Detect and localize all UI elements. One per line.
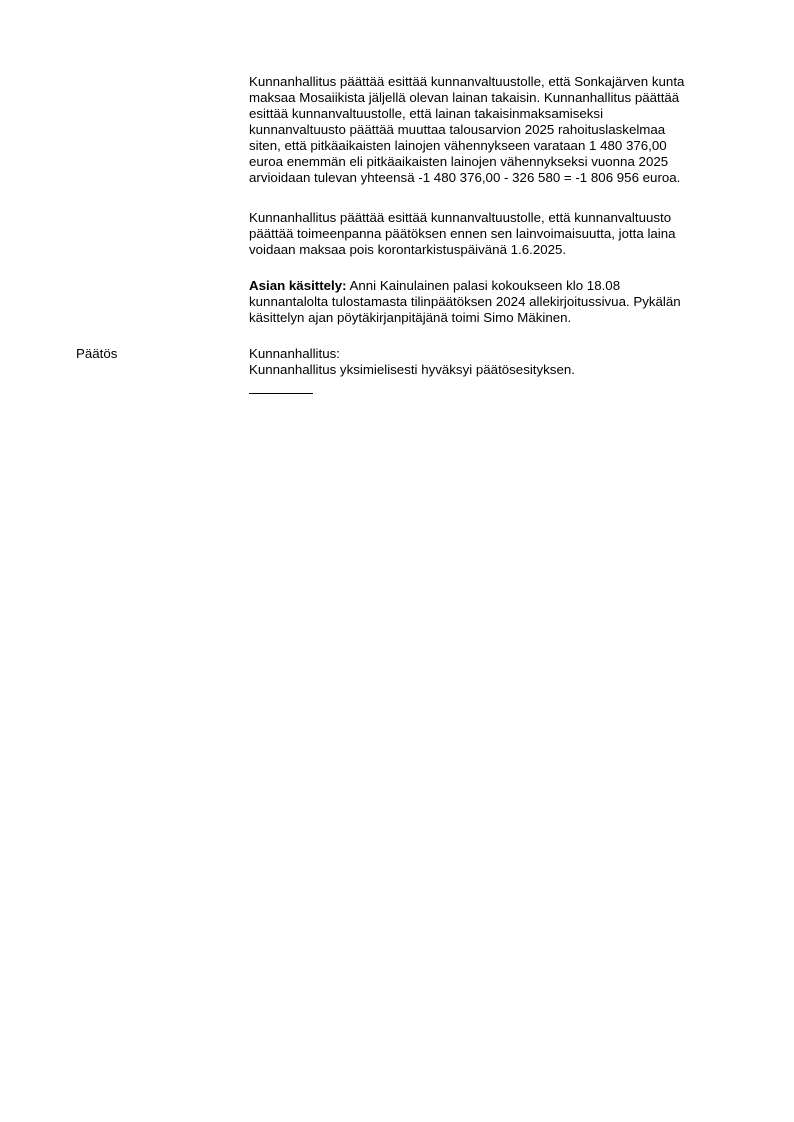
end-divider (249, 393, 313, 394)
text-line: voidaan maksaa pois korontarkistuspäivänä 1.6.2025. (249, 242, 567, 257)
text-line: Kunnanhallitus päättää esittää kunnanvaltuustolle, että Sonkajärven kunta (249, 74, 685, 89)
decision-label: Päätös (76, 346, 118, 361)
text-line: arvioidaan tulevan yhteensä -1 480 376,00 - 326 580 = -1 806 956 euroa. (249, 170, 681, 185)
text-line: kunnantalolta tulostamasta tilinpäätöksen 2024 allekirjoitussivua. Pykälän (249, 294, 681, 309)
text-line: päättää toimeenpanna päätöksen ennen sen lainvoimaisuutta, jotta laina (249, 226, 676, 241)
text-line: siten, että pitkäaikaisten lainojen vähennykseen varataan 1 480 376,00 (249, 138, 667, 153)
proposal-paragraph-enforcement (249, 210, 733, 258)
decision-block (249, 346, 733, 378)
proposal-paragraph-loan-repayment (249, 74, 733, 186)
text-line: kunnanvaltuusto päättää muuttaa talousarvion 2025 rahoituslaskelmaa (249, 122, 666, 137)
text-line: Kunnanhallitus päättää esittää kunnanvaltuustolle, että kunnanvaltuusto (249, 210, 672, 225)
text-line: käsittelyn ajan pöytäkirjanpitäjänä toimi Simo Mäkinen. (249, 310, 572, 325)
text-line: esittää kunnanvaltuustolle, että lainan takaisinmaksamiseksi (249, 106, 604, 121)
handling-text: Anni Kainulainen palasi kokoukseen klo 18.08 (346, 278, 621, 293)
decision-text: Kunnanhallitus yksimielisesti hyväksyi päätösesityksen. (249, 362, 575, 377)
text-line (249, 278, 733, 294)
handling-paragraph (249, 278, 733, 326)
text-line: maksaa Mosaiikista jäljellä olevan lainan takaisin. Kunnanhallitus päättää (249, 90, 680, 105)
text-line: euroa enemmän eli pitkäaikaisten lainojen vähennykseksi vuonna 2025 (249, 154, 669, 169)
handling-label: Asian käsittely: (249, 278, 347, 293)
decision-body: Kunnanhallitus: (249, 346, 340, 361)
